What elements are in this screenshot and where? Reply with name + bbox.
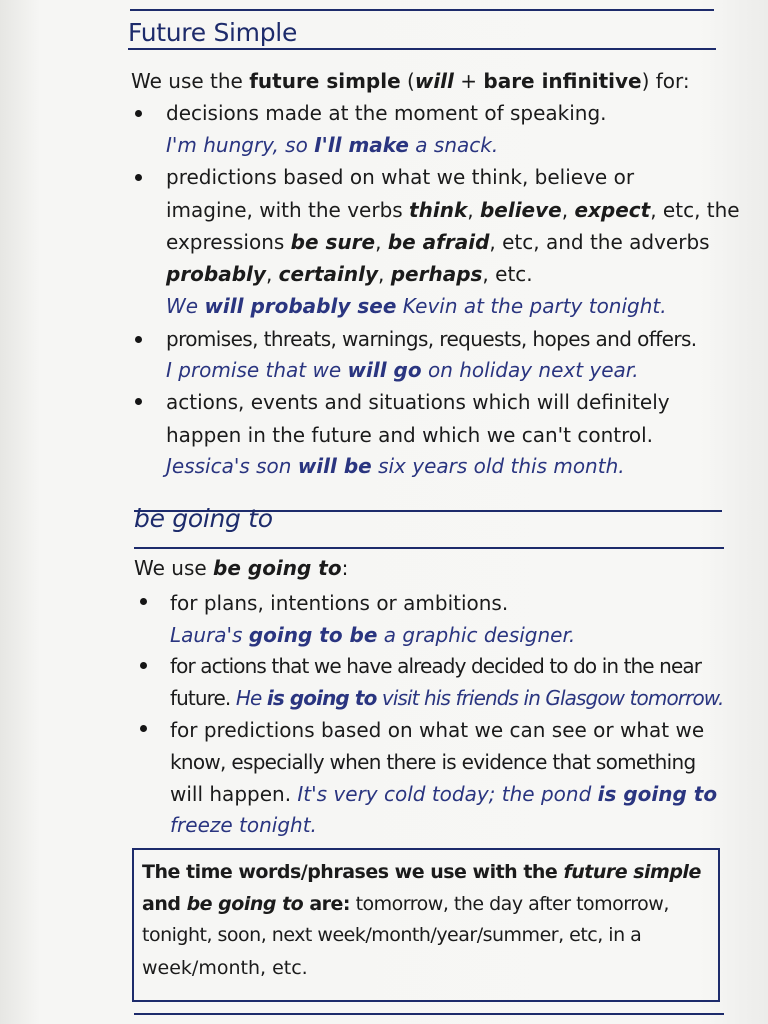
list-item-continued: expressions be sure, be afraid, etc, and the adverbs [166, 230, 710, 254]
bullet [135, 110, 142, 117]
bullet [140, 725, 147, 732]
list-item: for actions that we have already decided to do in the near [170, 654, 702, 678]
list-item: for predictions based on what we can see or what we [170, 718, 705, 742]
bullet [135, 174, 142, 181]
list-item: actions, events and situations which will definitely [166, 390, 670, 414]
section-title-future-simple: Future Simple [128, 18, 298, 47]
title-underline [128, 48, 716, 50]
bullet [140, 662, 147, 669]
list-item-continued: imagine, with the verbs think, believe, expect, etc, the [166, 198, 740, 222]
box-line: tonight, soon, next week/month/year/summer, etc, in a [142, 924, 642, 946]
box-line: week/month, etc. [142, 957, 308, 979]
list-item-continued: future. He is going to visit his friends in Glasgow tomorrow. [170, 686, 724, 710]
section-title-be-going-to: be going to [134, 504, 273, 533]
bullet [135, 336, 142, 343]
bullet [135, 398, 142, 405]
example-sentence: Laura's going to be a graphic designer. [170, 623, 576, 647]
title-underline [134, 547, 724, 549]
box-line: and be going to are: tomorrow, the day after tomorrow, [142, 893, 669, 915]
example-sentence: freeze tonight. [170, 813, 317, 837]
section2-intro: We use be going to: [134, 556, 349, 580]
list-item: promises, threats, warnings, requests, hopes and offers. [166, 327, 697, 351]
list-item: decisions made at the moment of speaking. [166, 101, 607, 125]
example-sentence: I'm hungry, so I'll make a snack. [166, 133, 499, 157]
time-words-box [132, 848, 720, 1002]
list-item-continued: happen in the future and which we can't control. [166, 423, 654, 447]
list-item-continued: will happen. It's very cold today; the pond is going to [170, 782, 718, 806]
example-sentence: I promise that we will go on holiday next year. [166, 358, 639, 382]
list-item: predictions based on what we think, believe or [166, 165, 635, 189]
example-sentence: We will probably see Kevin at the party tonight. [166, 294, 667, 318]
section1-intro: We use the future simple (will + bare infinitive) for: [131, 69, 690, 93]
bottom-rule [134, 1013, 724, 1015]
example-sentence: Jessica's son will be six years old this month. [166, 454, 625, 478]
list-item-continued: know, especially when there is evidence that something [170, 750, 696, 774]
bullet [140, 598, 147, 605]
box-line: The time words/phrases we use with the future simple [142, 861, 701, 883]
list-item-continued: probably, certainly, perhaps, etc. [166, 262, 533, 286]
list-item: for plans, intentions or ambitions. [170, 591, 509, 615]
top-rule [130, 9, 714, 11]
